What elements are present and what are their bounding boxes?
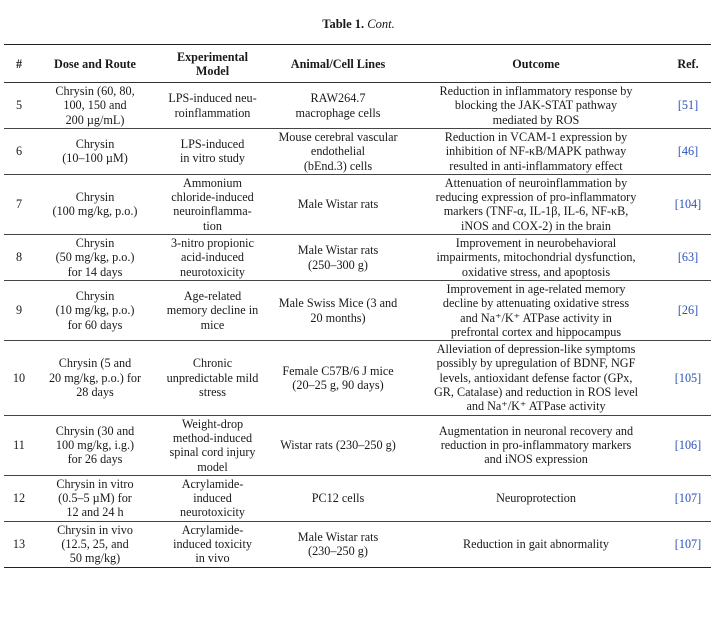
animal-cell-lines-cell: PC12 cells [269, 475, 407, 521]
row-number: 12 [4, 475, 34, 521]
animal-cell-lines-cell: RAW264.7 macrophage cells [269, 83, 407, 129]
table-row [4, 475, 711, 521]
experimental-model-cell: Age-related memory decline in mice [156, 280, 269, 340]
row-number: 13 [4, 521, 34, 567]
reference-link[interactable]: [104] [665, 174, 711, 234]
header-ref: Ref. [665, 45, 711, 83]
row-number: 9 [4, 280, 34, 340]
animal-cell-lines-cell: Mouse cerebral vascular endothelial (bEnd.3) cells [269, 129, 407, 175]
reference-link[interactable]: [26] [665, 280, 711, 340]
dose-route-cell: Chrysin (5 and 20 mg/kg, p.o.) for 28 days [34, 341, 156, 415]
row-number: 5 [4, 83, 34, 129]
dose-route-cell: Chrysin (50 mg/kg, p.o.) for 14 days [34, 235, 156, 281]
reference-link[interactable]: [107] [665, 521, 711, 567]
animal-cell-lines-cell: Male Wistar rats (230–250 g) [269, 521, 407, 567]
table-row [4, 341, 711, 415]
outcome-cell: Neuroprotection [407, 475, 665, 521]
experimental-model-cell: Weight-drop method-induced spinal cord injury model [156, 415, 269, 475]
data-table [4, 44, 711, 568]
outcome-cell: Reduction in VCAM-1 expression by inhibition of NF-κB/MAPK pathway resulted in anti-inflammatory effect [407, 129, 665, 175]
animal-cell-lines-cell: Male Swiss Mice (3 and 20 months) [269, 280, 407, 340]
row-number: 10 [4, 341, 34, 415]
reference-link[interactable]: [105] [665, 341, 711, 415]
experimental-model-cell: Acrylamide- induced toxicity in vivo [156, 521, 269, 567]
dose-route-cell: Chrysin in vitro (0.5–5 µM) for 12 and 24 h [34, 475, 156, 521]
dose-route-cell: Chrysin (10 mg/kg, p.o.) for 60 days [34, 280, 156, 340]
outcome-cell: Reduction in gait abnormality [407, 521, 665, 567]
table-row [4, 235, 711, 281]
table-row [4, 129, 711, 175]
table-caption [0, 17, 717, 32]
row-number: 7 [4, 174, 34, 234]
row-number: 8 [4, 235, 34, 281]
row-number: 6 [4, 129, 34, 175]
table-row [4, 174, 711, 234]
outcome-cell: Improvement in age-related memory decline by attenuating oxidative stress and Na⁺/K⁺ ATPase activity in prefrontal cortex and hippocampus [407, 280, 665, 340]
animal-cell-lines-cell: Female C57B/6 J mice (20–25 g, 90 days) [269, 341, 407, 415]
dose-route-cell: Chrysin (60, 80, 100, 150 and 200 µg/mL) [34, 83, 156, 129]
table-row [4, 521, 711, 567]
outcome-cell: Improvement in neurobehavioral impairments, mitochondrial dysfunction, oxidative stress, and apoptosis [407, 235, 665, 281]
reference-link[interactable]: [51] [665, 83, 711, 129]
row-number: 11 [4, 415, 34, 475]
experimental-model-cell: LPS-induced neu- roinflammation [156, 83, 269, 129]
experimental-model-cell: 3-nitro propionic acid-induced neurotoxicity [156, 235, 269, 281]
dose-route-cell: Chrysin (100 mg/kg, p.o.) [34, 174, 156, 234]
table-row [4, 83, 711, 129]
reference-link[interactable]: [107] [665, 475, 711, 521]
reference-link[interactable]: [63] [665, 235, 711, 281]
header-experimental-model: Experimental Model [156, 45, 269, 83]
experimental-model-cell: LPS-induced in vitro study [156, 129, 269, 175]
outcome-cell: Augmentation in neuronal recovery and reduction in pro-inflammatory markers and iNOS expression [407, 415, 665, 475]
dose-route-cell: Chrysin (30 and 100 mg/kg, i.g.) for 26 days [34, 415, 156, 475]
table-row [4, 280, 711, 340]
header-number: # [4, 45, 34, 83]
animal-cell-lines-cell: Wistar rats (230–250 g) [269, 415, 407, 475]
header-animal-cell-lines: Animal/Cell Lines [269, 45, 407, 83]
table-body [4, 83, 711, 568]
experimental-model-cell: Ammonium chloride-induced neuroinflamma- tion [156, 174, 269, 234]
table-caption-label: Table 1. [322, 17, 365, 31]
animal-cell-lines-cell: Male Wistar rats [269, 174, 407, 234]
header-outcome: Outcome [407, 45, 665, 83]
reference-link[interactable]: [106] [665, 415, 711, 475]
outcome-cell: Attenuation of neuroinflammation by reducing expression of pro-inflammatory markers (TNF-α, IL-1β, IL-6, NF-κB, iNOS and COX-2) in the brain [407, 174, 665, 234]
table-row [4, 415, 711, 475]
dose-route-cell: Chrysin in vivo (12.5, 25, and 50 mg/kg) [34, 521, 156, 567]
header-dose-route: Dose and Route [34, 45, 156, 83]
experimental-model-cell: Chronic unpredictable mild stress [156, 341, 269, 415]
experimental-model-cell: Acrylamide- induced neurotoxicity [156, 475, 269, 521]
dose-route-cell: Chrysin (10–100 µM) [34, 129, 156, 175]
outcome-cell: Reduction in inflammatory response by blocking the JAK-STAT pathway mediated by ROS [407, 83, 665, 129]
outcome-cell: Alleviation of depression-like symptoms possibly by upregulation of BDNF, NGF levels, antioxidant defense factor (GPx, GR, Catalase) and reduction in ROS level and Na⁺/K⁺ ATPase activity [407, 341, 665, 415]
header-row [4, 45, 711, 83]
table-caption-continued: Cont. [367, 17, 395, 31]
table-header [4, 45, 711, 83]
animal-cell-lines-cell: Male Wistar rats (250–300 g) [269, 235, 407, 281]
reference-link[interactable]: [46] [665, 129, 711, 175]
